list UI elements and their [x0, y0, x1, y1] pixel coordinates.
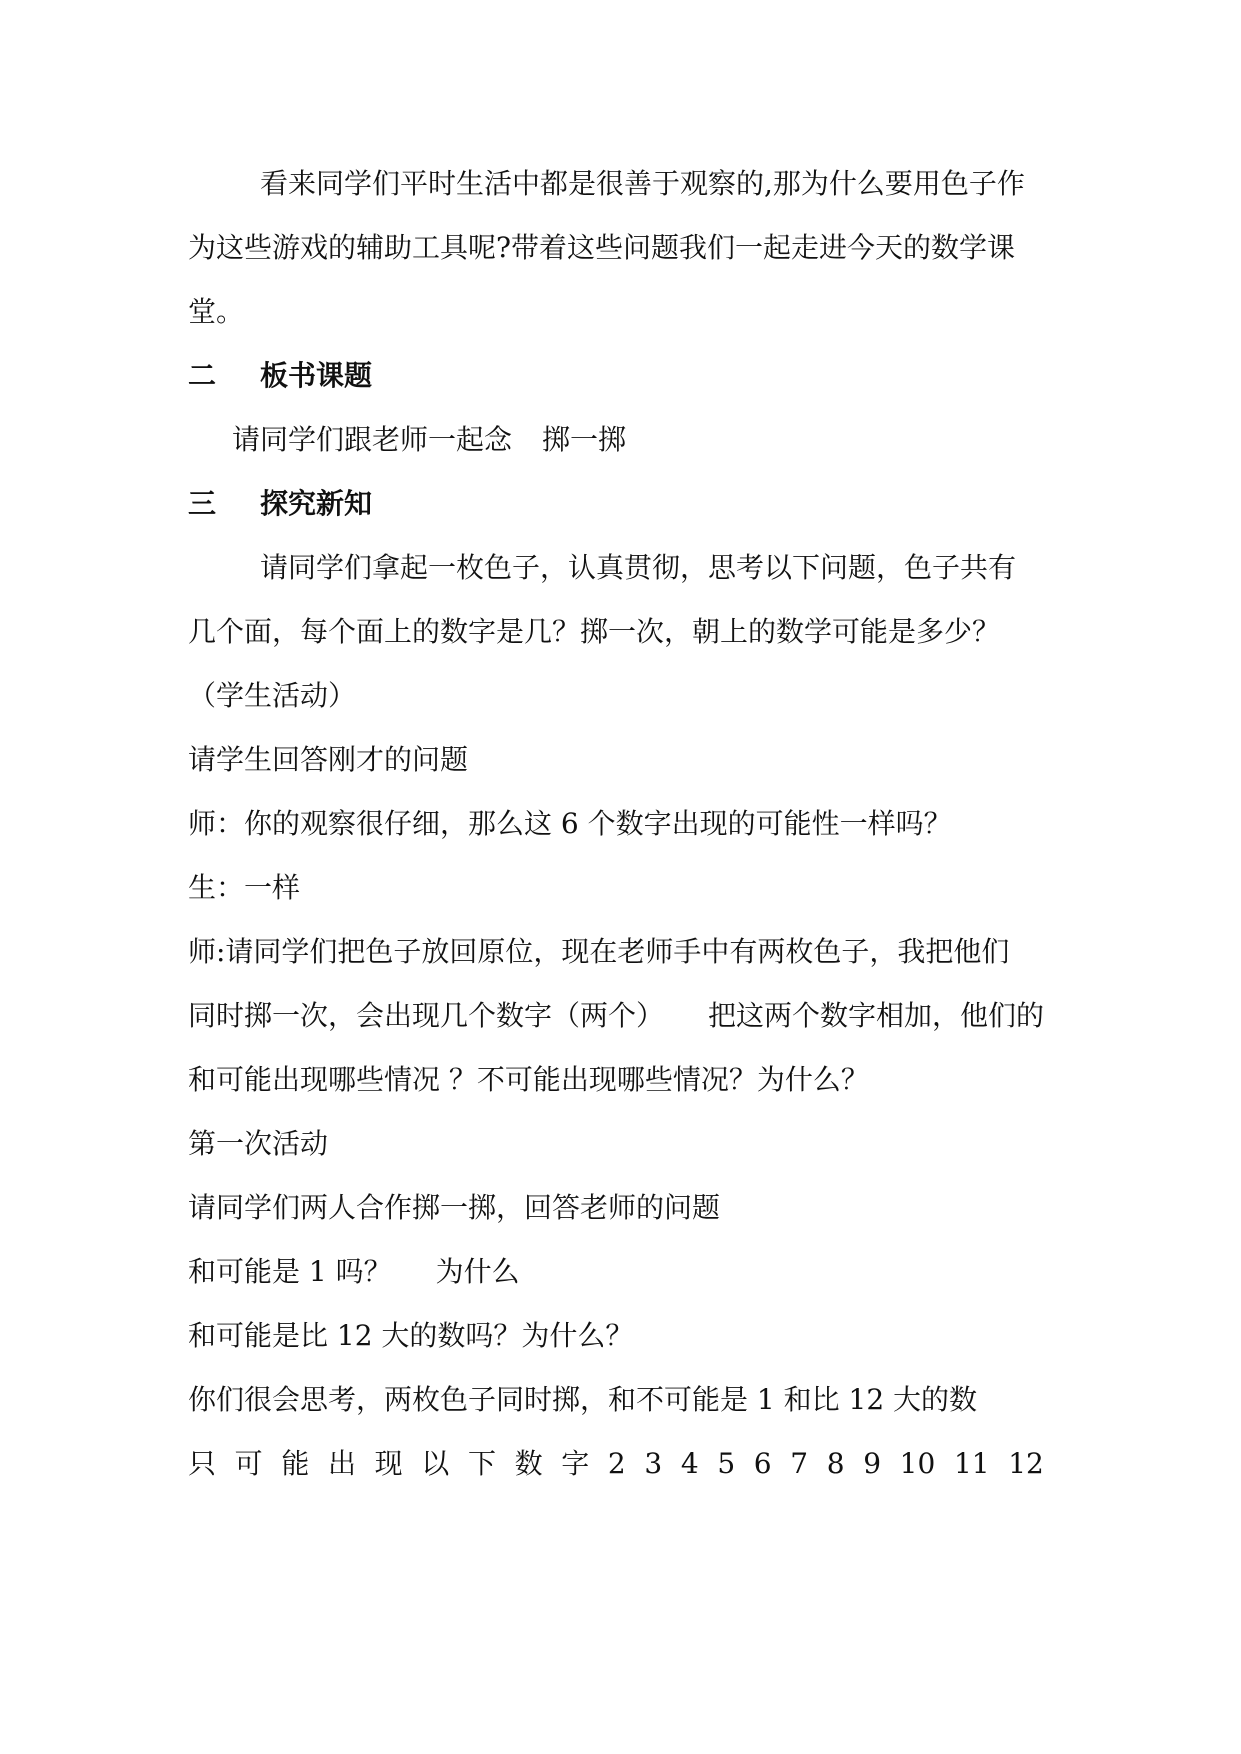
paragraph-1-line-1: 看来同学们平时生活中都是很善于观察的,那为什么要用色子作 [260, 167, 1025, 200]
question-1-why: 为什么 [435, 1255, 520, 1288]
token: 11 [953, 1447, 990, 1480]
token: 5 [717, 1447, 736, 1480]
pair-activity-line: 请同学们两人合作掷一掷，回答老师的问题 [188, 1191, 721, 1224]
read-aloud-text: 请同学们跟老师一起念 [232, 423, 513, 456]
paragraph-1-line-3: 堂。 [188, 295, 245, 328]
possible-sums-line [188, 1444, 1044, 1484]
token: 7 [790, 1447, 809, 1480]
token: 12 [1008, 1447, 1044, 1480]
token: 2 [607, 1447, 626, 1480]
token: 能 [281, 1447, 310, 1480]
teacher-line-2-end: 和可能出现哪些情况 ？不可能出现哪些情况？为什么？ [188, 1063, 869, 1096]
student-activity-note: （学生活动） [188, 679, 357, 712]
read-aloud-line [232, 420, 626, 460]
ask-student-line: 请学生回答刚才的问题 [188, 743, 469, 776]
token: 字 [561, 1447, 590, 1480]
token: 可 [234, 1447, 263, 1480]
section-number: 二 [188, 359, 217, 392]
token: 3 [644, 1447, 663, 1480]
teacher-line-2-part-b: 把这两个数字相加，他们的 [708, 999, 1045, 1032]
teacher-line-2-continued [188, 996, 1044, 1036]
teacher-line-1: 师：你的观察很仔细，那么这 6 个数字出现的可能性一样吗？ [188, 807, 952, 840]
token: 只 [188, 1447, 217, 1480]
token: 以 [421, 1447, 450, 1480]
token: 4 [680, 1447, 699, 1480]
section-number: 三 [188, 487, 217, 520]
token: 下 [467, 1447, 496, 1480]
conclusion-line: 你们很会思考，两枚色子同时掷，和不可能是 1 和比 12 大的数 [188, 1383, 978, 1416]
section-title: 探究新知 [260, 487, 373, 520]
token: 出 [327, 1447, 356, 1480]
paragraph-3-line-1: 请同学们拿起一枚色子，认真贯彻，思考以下问题，色子共有 [260, 551, 1017, 584]
question-1 [188, 1252, 520, 1292]
section-title: 板书课题 [260, 359, 373, 392]
section-heading-2 [188, 356, 372, 396]
first-activity-label: 第一次活动 [188, 1127, 329, 1160]
token: 8 [826, 1447, 845, 1480]
token: 数 [514, 1447, 543, 1480]
teacher-line-2: 师:请同学们把色子放回原位，现在老师手中有两枚色子，我把他们 [188, 935, 1010, 968]
token: 6 [753, 1447, 772, 1480]
student-line-1: 生：一样 [188, 871, 301, 904]
question-1-text: 和可能是 1 吗？ [188, 1255, 392, 1288]
token: 9 [863, 1447, 882, 1480]
paragraph-1-line-2: 为这些游戏的辅助工具呢?带着这些问题我们一起走进今天的数学课 [188, 231, 1016, 264]
lesson-title: 掷一掷 [542, 423, 627, 456]
section-heading-3 [188, 484, 372, 524]
teacher-line-2-part-a: 同时掷一次，会出现几个数字（两个） [188, 999, 665, 1032]
token: 10 [899, 1447, 936, 1480]
question-2: 和可能是比 12 大的数吗？为什么？ [188, 1319, 634, 1352]
paragraph-3-line-2: 几个面，每个面上的数字是几？掷一次，朝上的数学可能是多少？ [188, 615, 1001, 648]
token: 现 [374, 1447, 403, 1480]
